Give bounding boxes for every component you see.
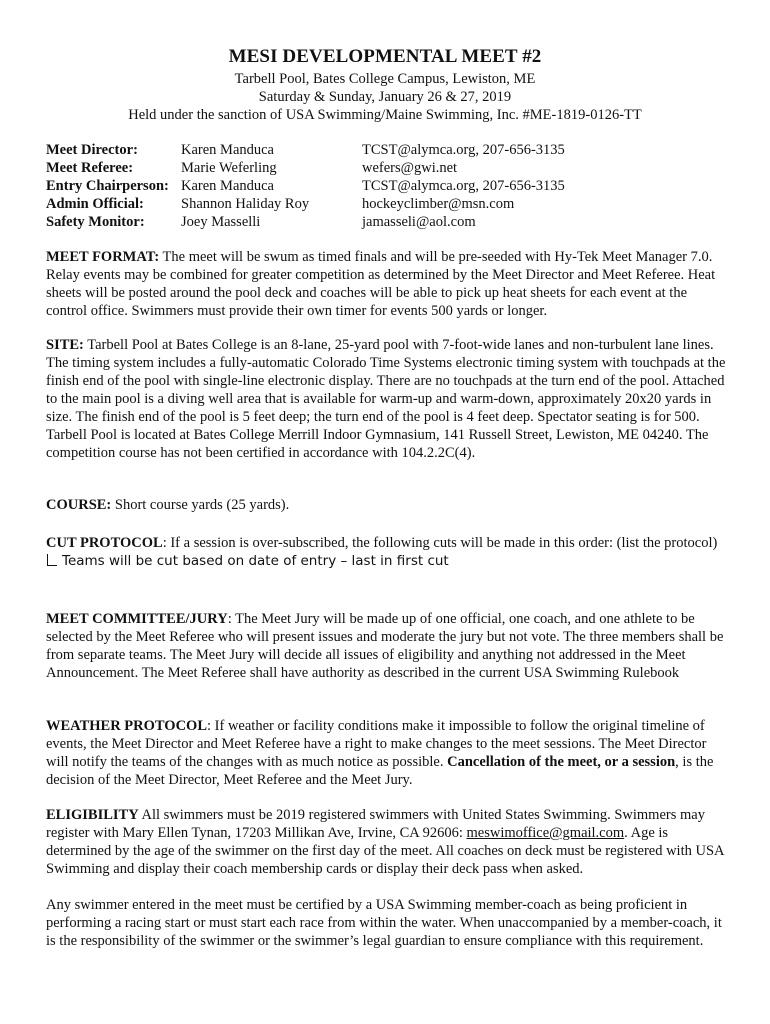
staff-name: Joey Masselli (181, 214, 261, 230)
certification-text: Any swimmer entered in the meet must be certified by a USA Swimming member-coach as being proficient in performing a racing start or must start each race from within the water. When unaccompanied by a member-coach, it is the responsibility of the swimmer or the swimmer’s legal guardian to ensure compliance with this requirement. (46, 897, 722, 949)
meet-committee-heading: MEET COMMITTEE/JURY (46, 611, 228, 627)
cut-protocol-text: : If a session is over-subscribed, the following cuts will be made in this order: (list the protocol) (162, 535, 718, 551)
cut-protocol-item (46, 552, 726, 570)
weather-protocol-heading: WEATHER PROTOCOL (46, 718, 208, 734)
weather-protocol-text-after: , is the decision of the Meet Director, Meet Referee and the Meet Jury. (46, 754, 714, 788)
eligibility-text-after: . Age is determined by the age of the swimmer on the first day of the meet. All coaches on deck must be registered with USA Swimming and display their coach membership cards or display their deck pass when asked. (46, 825, 724, 877)
cut-protocol-heading: CUT PROTOCOL (46, 535, 163, 551)
staff-role: Meet Referee: (46, 160, 134, 176)
staff-role: Entry Chairperson: (46, 178, 169, 194)
staff-row (46, 195, 726, 213)
weather-protocol-text: : If weather or facility conditions make it impossible to follow the original timeline of events, the Meet Director and Meet Referee have a right to make changes to the meet sessions. The Meet Director will notify the teams of the changes with as much notice as possible. (46, 718, 707, 770)
staff-name: Karen Manduca (181, 178, 274, 194)
staff-role: Meet Director: (46, 142, 138, 158)
meet-format-heading: MEET FORMAT: (46, 249, 160, 265)
eligibility-section (46, 806, 726, 878)
registration-email-link[interactable]: meswimoffice@gmail.com (466, 825, 625, 841)
staff-contact: TCST@alymca.org, 207-656-3135 (362, 178, 565, 194)
eligibility-text: All swimmers must be 2019 registered swimmers with United States Swimming. Swimmers may register with Mary Ellen Tynan, 17203 Millikan Ave, Irvine, CA 92606: (46, 807, 705, 841)
site-heading: SITE: (46, 337, 84, 353)
cut-protocol-item-text: Teams will be cut based on date of entry – last in first cut (62, 553, 449, 569)
staff-row (46, 177, 726, 195)
page-title: MESI DEVELOPMENTAL MEET #2 (228, 46, 542, 67)
staff-role: Safety Monitor: (46, 214, 145, 230)
staff-row (46, 141, 726, 159)
meet-committee-text: : The Meet Jury will be made up of one official, one coach, and one athlete to be selected by the Meet Referee who will present issues and moderate the jury but not vote. The three members shall be from separate teams. The Meet Jury will decide all issues of eligibility and anything not addressed in the Meet Announcement. The Meet Referee shall have authority as described in the current USA Swimming Rulebook (46, 611, 724, 681)
eligibility-heading: ELIGIBILITY (46, 807, 139, 823)
staff-name: Shannon Haliday Roy (181, 196, 310, 212)
certification-section (46, 896, 726, 950)
course-text: Short course yards (25 yards). (111, 497, 290, 513)
weather-protocol-section (46, 717, 726, 789)
meet-staff-table (46, 141, 726, 231)
course-heading: COURSE: (46, 497, 112, 513)
course-section (46, 496, 726, 514)
sanction-line: Held under the sanction of USA Swimming/Maine Swimming, Inc. #ME-1819-0126-TT (128, 107, 642, 123)
staff-role: Admin Official: (46, 196, 144, 212)
meet-format-section (46, 248, 726, 320)
meet-dates: Saturday & Sunday, January 26 & 27, 2019 (258, 89, 512, 105)
staff-row (46, 159, 726, 177)
site-section (46, 336, 726, 462)
cut-protocol-section (46, 534, 726, 570)
weather-protocol-bold-text: Cancellation of the meet, or a session (447, 754, 676, 770)
staff-name: Karen Manduca (181, 142, 274, 158)
site-text: Tarbell Pool at Bates College is an 8-lane, 25-yard pool with 7-foot-wide lanes and non-turbulent lane lines. The timing system includes a fully-automatic Colorado Time Systems electronic timing system with touchpads at the finish end of the pool with single-line electronic display. There are no touchpads at the turn end of the pool. Attached to the main pool is a diving well area that is available for warm-up and warm-down, approximately 20x20 yards in size. The finish end of the pool is 5 feet deep; the turn end of the pool is 4 feet deep. Spectator seating is for 500. Tarbell Pool is located at Bates College Merrill Indoor Gymnasium, 141 Russell Street, Lewiston, ME 04240. The competition course has not been certified in accordance with 104.2.2C(4). (46, 337, 726, 461)
bullet-box-icon (47, 554, 57, 566)
staff-row (46, 213, 726, 231)
staff-contact: TCST@alymca.org, 207-656-3135 (362, 142, 565, 158)
meet-location: Tarbell Pool, Bates College Campus, Lewiston, ME (234, 71, 536, 87)
staff-contact: jamasseli@aol.com (362, 214, 476, 230)
staff-name: Marie Weferling (181, 160, 277, 176)
staff-contact: wefers@gwi.net (362, 160, 458, 176)
meet-committee-section (46, 610, 726, 682)
meet-format-text: The meet will be swum as timed finals and will be pre-seeded with Hy-Tek Meet Manager 7.0. Relay events may be combined for greater competition as determined by the Meet Director and Meet Referee. Heat sheets will be posted around the pool deck and coaches will be able to pick up heat sheets for each event at the control office. Swimmers must provide their own timer for events 500 yards or longer. (46, 249, 716, 319)
staff-contact: hockeyclimber@msn.com (362, 196, 515, 212)
